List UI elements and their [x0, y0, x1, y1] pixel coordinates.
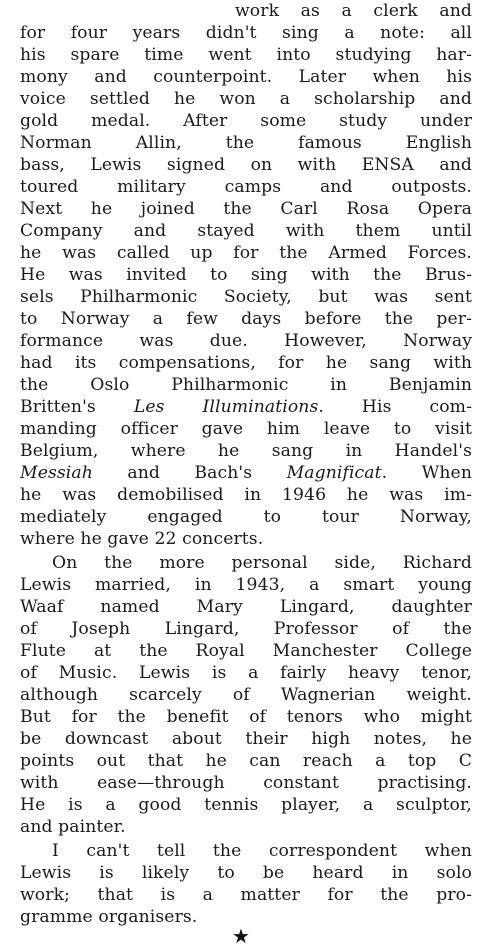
text-line — [20, 286, 472, 308]
text-span: had its compensations, for he sang with — [20, 353, 472, 373]
work-title: Magnificat — [286, 463, 382, 483]
text-line — [20, 264, 472, 286]
text-span: to Norway a few days before the per- — [20, 309, 472, 329]
text-span: although scarcely of Wagnerian weight. — [20, 685, 472, 705]
text-span: But for the benefit of tenors who might — [20, 707, 472, 727]
text-line — [20, 396, 472, 418]
text-span: his spare time went into studying har- — [20, 45, 472, 65]
text-line — [20, 374, 472, 396]
work-title: Les Illuminations — [133, 397, 319, 417]
text-span: Waaf named Mary Lingard, daughter — [20, 597, 472, 617]
text-line — [20, 154, 472, 176]
text-span: Next he joined the Carl Rosa Opera — [20, 199, 472, 219]
text-span: he was demobilised in 1946 he was im- — [20, 485, 472, 505]
text-span: with ease—through constant practising. — [20, 773, 472, 793]
text-span: points out that he can reach a top C — [20, 751, 472, 771]
text-span: work as a clerk and — [235, 1, 472, 21]
text-line — [20, 884, 472, 906]
text-line — [20, 772, 472, 794]
text-span: mony and counterpoint. Later when his — [20, 67, 472, 87]
end-star-icon: ★ — [232, 924, 250, 948]
text-span: the Oslo Philharmonic in Benjamin — [20, 375, 472, 395]
text-span: of Joseph Lingard, Professor of the — [20, 619, 472, 639]
text-line — [20, 110, 472, 132]
text-line — [52, 552, 472, 574]
text-span: of Music. Lewis is a fairly heavy tenor, — [20, 663, 472, 683]
text-line — [20, 66, 472, 88]
text-span: formance was due. However, Norway — [20, 331, 472, 351]
text-span: Flute at the Royal Manchester College — [20, 641, 472, 661]
text-span: manding officer gave him leave to visit — [20, 419, 472, 439]
text-span: gramme organisers. — [20, 907, 198, 927]
text-line — [20, 574, 472, 596]
text-line — [20, 176, 472, 198]
text-span: Company and stayed with them until — [20, 221, 472, 241]
text-line — [20, 862, 472, 884]
text-line — [20, 132, 472, 154]
text-line — [20, 618, 472, 640]
text-span: work; that is a matter for the pro- — [20, 885, 472, 905]
text-line — [20, 750, 472, 772]
text-line — [20, 640, 472, 662]
text-line — [235, 0, 472, 22]
text-line — [20, 308, 472, 330]
text-span: voice settled he won a scholarship and — [20, 89, 472, 109]
text-line — [20, 484, 472, 506]
text-span: . When — [381, 463, 472, 483]
text-line — [20, 330, 472, 352]
text-line — [20, 22, 472, 44]
text-span: Britten's — [20, 397, 134, 417]
text-span: and painter. — [20, 817, 126, 837]
text-line — [20, 596, 472, 618]
text-line — [20, 440, 472, 462]
text-line — [20, 684, 472, 706]
text-line — [20, 706, 472, 728]
text-span: be downcast about their high notes, he — [20, 729, 472, 749]
text-span: Belgium, where he sang in Handel's — [20, 441, 472, 461]
text-span: . His com- — [318, 397, 472, 417]
text-line — [20, 88, 472, 110]
text-line — [20, 352, 472, 374]
text-line — [20, 794, 472, 816]
text-span: sels Philharmonic Society, but was sent — [20, 287, 472, 307]
text-line — [20, 418, 472, 440]
text-span: Norman Allin, the famous English — [20, 133, 472, 153]
text-line — [20, 662, 472, 684]
text-span: He is a good tennis player, a sculptor, — [20, 795, 472, 815]
text-span: bass, Lewis signed on with ENSA and — [20, 155, 472, 175]
text-span: He was invited to sing with the Brus- — [20, 265, 472, 285]
text-line — [20, 242, 472, 264]
text-line — [20, 528, 472, 550]
text-line — [20, 728, 472, 750]
text-line — [20, 198, 472, 220]
text-span: gold medal. After some study under — [20, 111, 472, 131]
work-title: Messiah — [20, 463, 93, 483]
text-line — [52, 840, 472, 862]
text-span: On the more personal side, Richard — [52, 553, 472, 573]
text-span: he was called up for the Armed Forces. — [20, 243, 472, 263]
text-span: Lewis is likely to be heard in solo — [20, 863, 472, 883]
text-line — [20, 506, 472, 528]
text-span: Lewis married, in 1943, a smart young — [20, 575, 472, 595]
text-span: toured military camps and outposts. — [20, 177, 472, 197]
text-span: and Bach's — [92, 463, 287, 483]
text-span: where he gave 22 concerts. — [20, 529, 264, 549]
text-line — [20, 220, 472, 242]
text-span: for four years didn't sing a note: all — [20, 23, 472, 43]
text-span: mediately engaged to tour Norway, — [20, 507, 472, 527]
text-line — [20, 44, 472, 66]
text-span: I can't tell the correspondent when — [52, 841, 472, 861]
text-line — [20, 816, 472, 838]
text-line — [20, 462, 472, 484]
